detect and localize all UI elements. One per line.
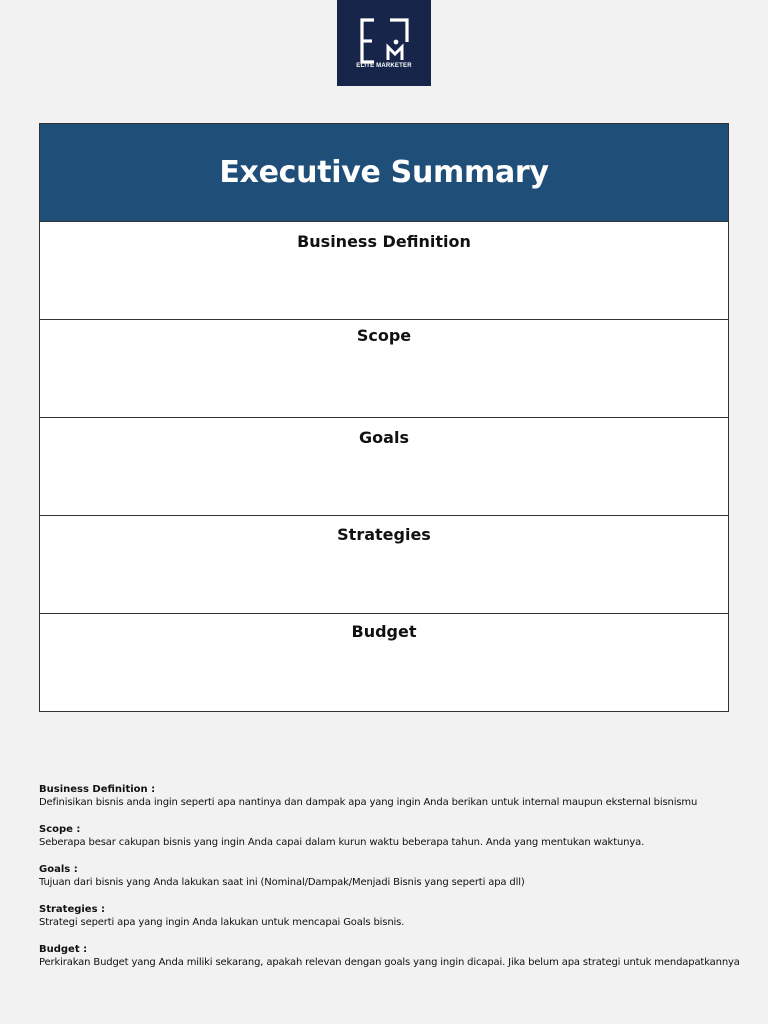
summary-header — [40, 124, 728, 222]
elite-marketer-logo — [337, 0, 431, 86]
section-title: Budget — [351, 622, 417, 641]
section-scope[interactable] — [40, 320, 728, 418]
note-text: Seberapa besar cakupan bisnis yang ingin Anda capai dalam kurun waktu beberapa tahun. Anda yang mentukan waktunya. — [39, 837, 645, 848]
note-text: Definisikan bisnis anda ingin seperti apa nantinya dan dampak apa yang ingin Anda berikan untuk internal maupun eksternal bisnismu — [39, 797, 698, 808]
section-title: Business Definition — [297, 232, 471, 251]
section-title: Strategies — [337, 525, 431, 544]
logo-em-mark-icon — [337, 0, 431, 86]
note-strategies — [39, 903, 764, 929]
section-goals[interactable] — [40, 418, 728, 516]
executive-summary-table — [39, 123, 729, 712]
note-label: Strategies : — [39, 904, 106, 915]
note-label: Goals : — [39, 864, 78, 875]
note-business-definition — [39, 783, 764, 809]
note-goals — [39, 863, 764, 889]
note-label: Scope : — [39, 824, 81, 835]
note-text: Perkirakan Budget yang Anda miliki sekarang, apakah relevan dengan goals yang ingin dicapai. Jika belum apa strategi untuk mendapatkannya — [39, 957, 740, 968]
note-scope — [39, 823, 764, 849]
guidance-notes — [39, 783, 764, 983]
section-strategies[interactable] — [40, 516, 728, 614]
section-business-definition[interactable] — [40, 222, 728, 320]
note-budget — [39, 943, 764, 969]
logo-text: ELITE MARKETER — [356, 63, 412, 69]
section-title: Scope — [356, 326, 412, 345]
note-label: Budget : — [39, 944, 88, 955]
note-text: Tujuan dari bisnis yang Anda lakukan saat ini (Nominal/Dampak/Menjadi Bisnis yang seperti apa dll) — [39, 877, 525, 888]
section-budget[interactable] — [40, 614, 728, 712]
section-title: Goals — [359, 428, 409, 447]
note-text: Strategi seperti apa yang ingin Anda lakukan untuk mencapai Goals bisnis. — [39, 917, 405, 928]
page-title: Executive Summary — [219, 155, 549, 190]
note-label: Business Definition : — [39, 784, 156, 795]
